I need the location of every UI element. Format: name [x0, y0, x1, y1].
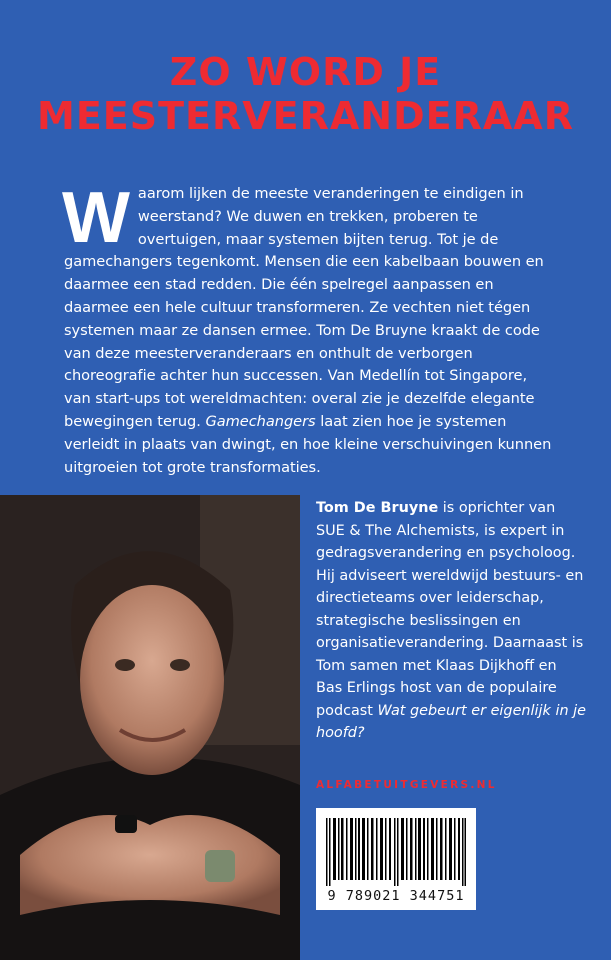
author-bio — [316, 497, 586, 745]
cover-title — [0, 50, 611, 138]
barcode-digits: 9 789021 344751 — [327, 888, 465, 904]
drop-cap: W — [62, 178, 130, 258]
author-portrait-icon — [0, 495, 300, 960]
blurb-part-1: aarom lijken de meeste veranderingen te eindigen in weerstand? We duwen en trekken, proberen te overtuigen, maar systemen bijten terug. Tot je de gamechangers tegenkomt. Mensen die een kabelbaan bouwen en daarmee een stad redden. Die één spelregel aanpassen en daarmee een hele cultuur transformeren. Ze vechten niet tégen systemen maar ze dansen ermee. Tom De Bruyne kraakt de code van deze meesterveranderaars en onthult de verborgen choreografie achter hun successen. Van Medellín tot Singapore, van start-ups tot wereldmachten: overal zie je dezelfde elegante bewegingen terug. — [64, 185, 544, 430]
barcode-icon — [326, 818, 466, 886]
title-line-2: MEESTERVERANDERAAR — [37, 94, 574, 138]
blurb-part-2: laat zien hoe je systemen verleidt in plaats van dwingt, en hoe kleine verschuivingen kunnen uitgroeien tot grote transformaties. — [64, 412, 552, 476]
book-title: Gamechangers — [205, 412, 316, 430]
author-name: Tom De Bruyne — [316, 500, 439, 516]
bio-text: is oprichter van SUE & The Alchemists, is expert in gedragsverandering en psycholoog. Hij adviseert wereldwijd bestuurs- en directieteams over leiderschap, strategische beslissingen en organisatieverandering. Daarnaast is Tom samen met Klaas Dijkhoff en Bas Erlings host van de populaire podcast — [316, 500, 584, 719]
publisher-website[interactable]: ALFABETUITGEVERS.NL — [316, 779, 497, 791]
barcode — [316, 808, 476, 910]
author-photo — [0, 495, 300, 960]
podcast-title: Wat gebeurt er eigenlijk in je hoofd? — [316, 702, 586, 741]
blurb-text — [62, 178, 554, 479]
title-line-1: ZO WORD JE — [169, 50, 442, 94]
